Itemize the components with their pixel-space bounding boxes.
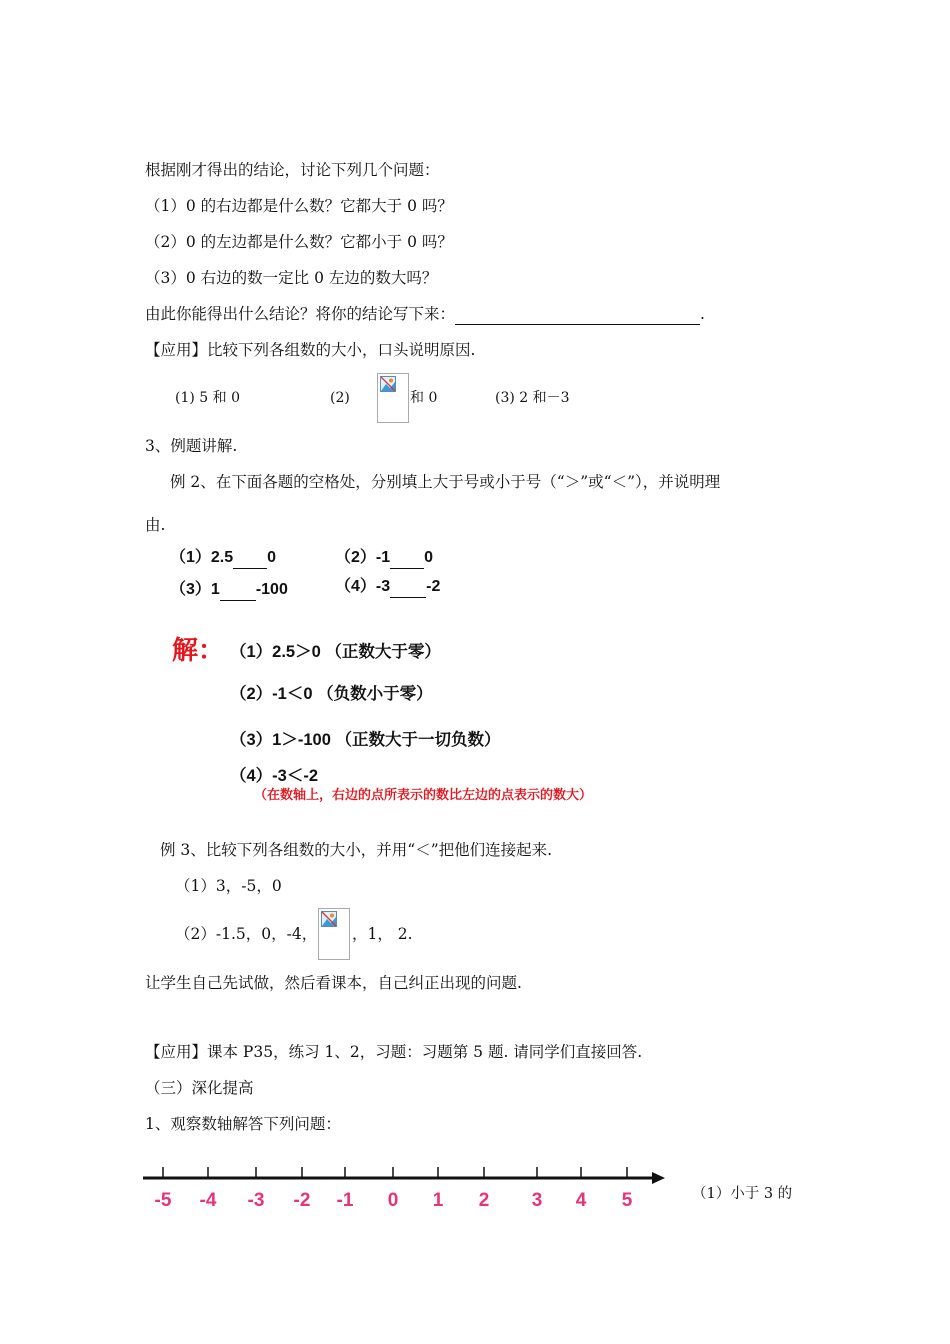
solution-note: （在数轴上，右边的点所表示的数比左边的点表示的数大） — [254, 788, 593, 803]
ex2-question-2: （2）-1 0 — [335, 548, 433, 569]
example-3-heading: 例 3、比较下列各组数的大小，并用“＜”把他们连接起来. — [160, 841, 553, 859]
broken-image-icon — [380, 376, 396, 392]
solution-4: （4）-3＜-2 — [230, 767, 319, 785]
example-2-line-1: 例 2、在下面各题的空格处，分别填上大于号或小于号（“＞”或“＜”），并说明理 — [170, 473, 721, 491]
conclusion-blank[interactable] — [455, 304, 700, 325]
axis-label: 3 — [531, 1190, 543, 1211]
axis-label: -3 — [247, 1190, 265, 1211]
axis-label: -4 — [199, 1190, 217, 1211]
ex2-blank-1[interactable] — [233, 548, 267, 569]
solution-label: 解： — [172, 636, 225, 666]
application-2: 【应用】课本 P35，练习 1、2，习题：习题第 5 题. 请同学们直接回答. — [145, 1043, 643, 1061]
example-2-line-2: 由. — [145, 516, 166, 534]
conclusion-line — [145, 304, 705, 325]
ex2-blank-3[interactable] — [220, 580, 256, 601]
axis-label: -2 — [293, 1190, 311, 1211]
solution-2: （2）-1＜0 （负数小于零） — [230, 685, 433, 703]
example-3-item-2-post: ，1， 2. — [352, 925, 413, 943]
app1-item-2-post: 和 0 — [410, 390, 438, 406]
ex2-question-3: （3）1 -100 — [170, 580, 288, 601]
app1-item-1: (1) 5 和 0 — [175, 390, 240, 406]
conclusion-period: . — [700, 305, 705, 323]
axis-label: 5 — [621, 1190, 633, 1211]
conclusion-text: 由此你能得出什么结论？将你的结论写下来： — [145, 305, 456, 323]
example-3-item-2-pre: （2）-1.5，0，-4， — [175, 925, 318, 943]
ex2-blank-4[interactable] — [390, 577, 426, 598]
question-3: （3）0 右边的数一定比 0 左边的数大吗？ — [145, 269, 438, 287]
axis-label: -5 — [154, 1190, 172, 1211]
question-1: （1）0 的右边都是什么数？它都大于 0 吗？ — [145, 197, 453, 215]
example-3-item-1: （1）3，-5，0 — [175, 877, 282, 895]
section-deepen-heading: （三）深化提高 — [145, 1079, 254, 1097]
missing-image-fraction-2 — [318, 908, 350, 960]
axis-question-1: （1）小于 3 的 — [692, 1186, 793, 1202]
axis-label: 4 — [575, 1190, 587, 1211]
missing-image-fraction — [377, 373, 409, 423]
ex2-question-1: （1）2.5 0 — [170, 548, 276, 569]
section-3-heading: 3、例题讲解. — [145, 437, 238, 455]
axis-label: 0 — [387, 1190, 399, 1211]
app1-item-3: (3) 2 和－3 — [495, 390, 570, 406]
ex2-blank-2[interactable] — [390, 548, 424, 569]
application-1: 【应用】比较下列各组数的大小，口头说明原因. — [145, 341, 476, 359]
intro-text: 根据刚才得出的结论，讨论下列几个问题： — [145, 161, 440, 179]
solution-1: （1）2.5＞0 （正数大于零） — [230, 643, 441, 661]
axis-label: 2 — [478, 1190, 490, 1211]
observe-heading: 1、观察数轴解答下列问题： — [145, 1115, 341, 1133]
solution-3: （3）1＞-100 （正数大于一切负数） — [230, 731, 501, 749]
broken-image-icon — [321, 911, 337, 927]
app1-item-2-pre: (2) — [330, 390, 350, 406]
self-try-text: 让学生自己先试做，然后看课本，自己纠正出现的问题. — [145, 974, 522, 992]
axis-label: -1 — [336, 1190, 354, 1211]
question-2: （2）0 的左边都是什么数？它都小于 0 吗？ — [145, 233, 453, 251]
axis-label: 1 — [432, 1190, 444, 1211]
ex2-question-4: （4）-3 -2 — [335, 577, 440, 598]
arrow-head-icon — [652, 1172, 665, 1184]
